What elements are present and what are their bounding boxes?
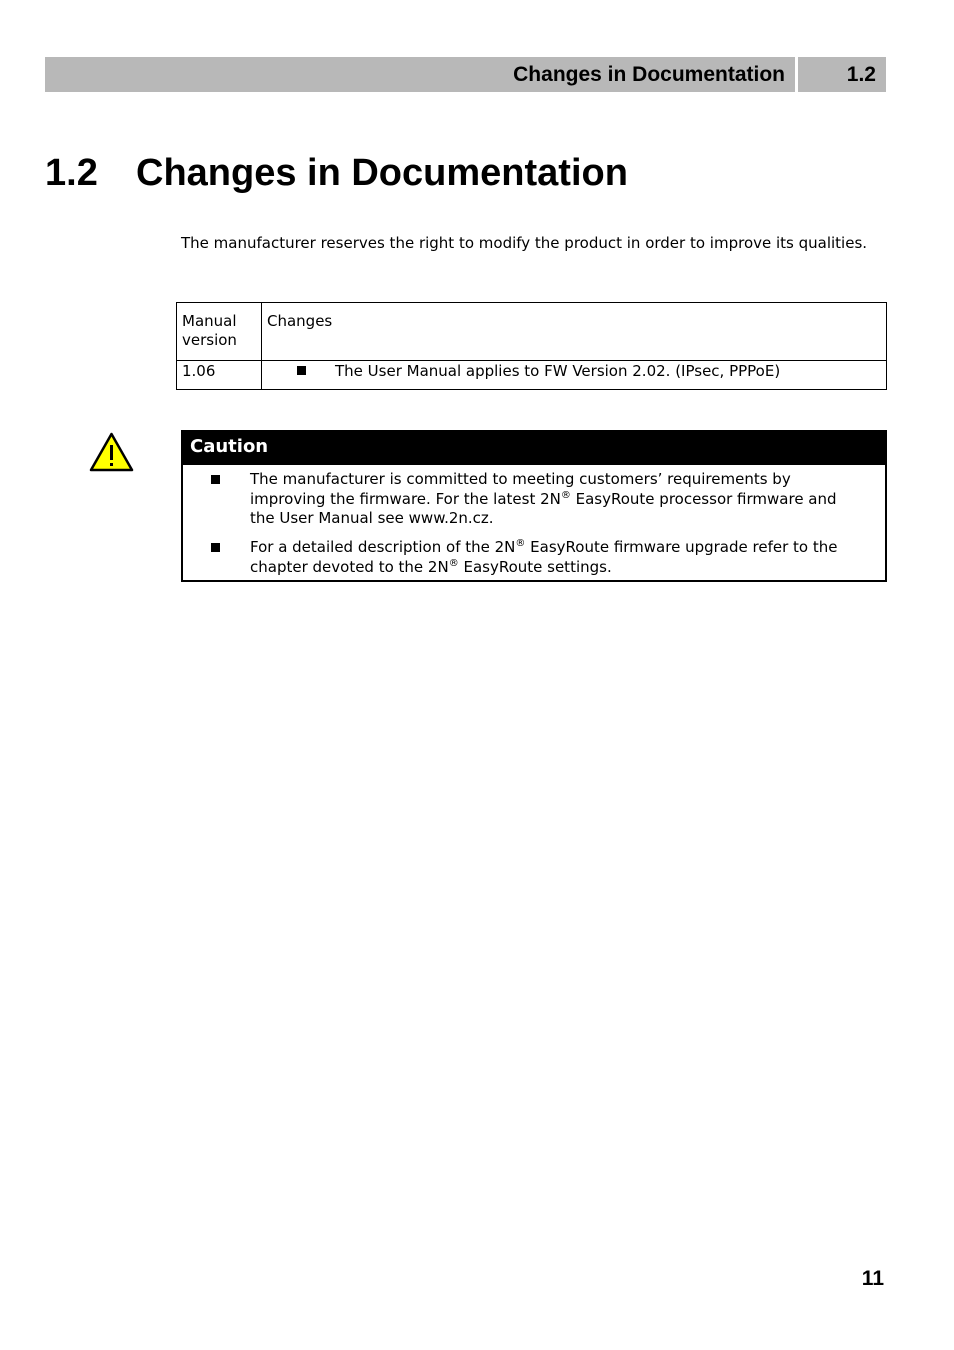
- caution-text-segment: EasyRoute firmware upgrade refer to the chapter devoted to the 2N: [250, 538, 838, 576]
- caution-text-segment: The manufacturer is committed to meeting customers’ requirements by improving the firmware. For the latest 2N: [250, 470, 791, 508]
- running-header-title: Changes in Documentation: [45, 57, 795, 92]
- change-text: The User Manual applies to FW Version 2.02. (IPsec, PPPoE): [335, 362, 781, 380]
- caution-list-item: [183, 538, 885, 577]
- running-header-section-number: 1.2: [798, 57, 886, 92]
- caution-list-item: [183, 470, 885, 529]
- square-bullet-icon: [211, 543, 220, 552]
- change-list-item: [267, 361, 881, 381]
- caution-text: [250, 538, 860, 577]
- caution-text: [250, 470, 860, 529]
- warning-triangle-icon: [89, 432, 134, 472]
- page-number: 11: [861, 1267, 884, 1290]
- change-cell: [262, 361, 887, 390]
- section-title: Changes in Documentation: [136, 152, 628, 194]
- section-heading: [45, 150, 628, 196]
- square-bullet-icon: [297, 366, 306, 375]
- table-row: [177, 361, 887, 390]
- table-header-row: [177, 303, 887, 361]
- column-header-changes: Changes: [262, 303, 887, 361]
- column-header-line: Manual: [182, 312, 237, 330]
- intro-paragraph: The manufacturer reserves the right to modify the product in order to improve its qualities.: [181, 234, 868, 252]
- section-number: 1.2: [45, 152, 98, 194]
- caution-text-segment: EasyRoute settings.: [458, 557, 612, 576]
- square-bullet-icon: [211, 475, 220, 484]
- version-cell: 1.06: [177, 361, 262, 390]
- registered-mark: ®: [515, 538, 526, 549]
- column-header-manual-version: [177, 303, 262, 361]
- changes-table: [176, 302, 887, 390]
- registered-mark: ®: [560, 489, 571, 501]
- caution-text-segment: For a detailed description of the 2N: [250, 538, 516, 556]
- running-header: [45, 57, 886, 92]
- caution-title: Caution: [183, 432, 885, 465]
- registered-mark: ®: [448, 557, 459, 569]
- caution-box: [181, 430, 887, 582]
- column-header-line: version: [182, 331, 237, 349]
- caution-text-segment: EasyRoute processor firmware and the User Manual see www.2n.cz.: [250, 489, 837, 527]
